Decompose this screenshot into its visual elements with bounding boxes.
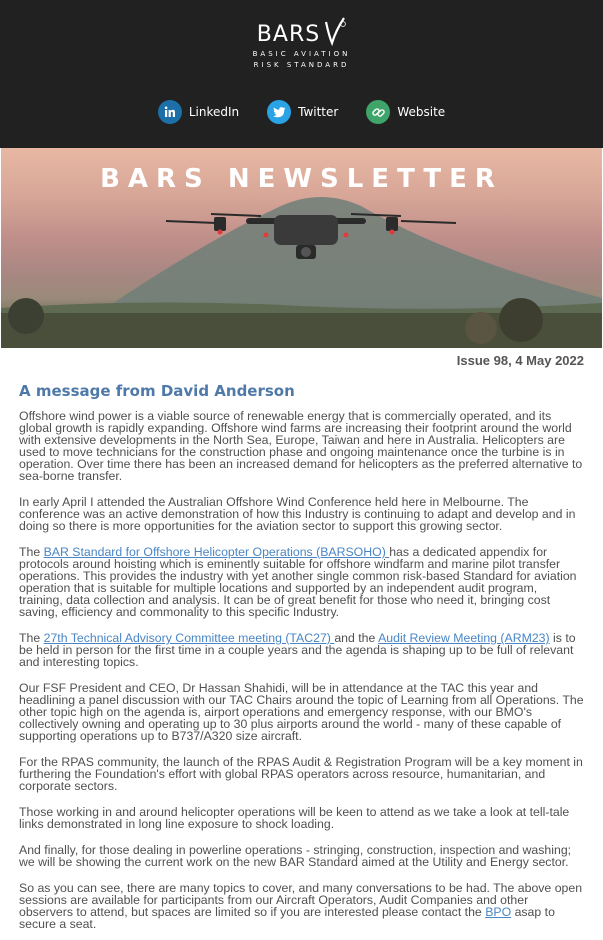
website-label: Website bbox=[397, 105, 446, 119]
paragraph-helicopter: Those working in and around helicopter operations will be keen to attend as we take a look at tell-tale links demonstrated in long line exposure to shock loading. bbox=[19, 805, 570, 831]
paragraph-rpas: For the RPAS community, the launch of the RPAS Audit & Registration Program will be a key moment in furthering the Foundation's effort with global RPAS operators across resource, humanitarian, and corporate sectors. bbox=[19, 755, 583, 793]
text-segment: and the bbox=[334, 631, 379, 645]
issue-date: Issue 98, 4 May 2022 bbox=[456, 353, 584, 368]
twitter-icon bbox=[267, 100, 291, 124]
paragraph-powerline: And finally, for those dealing in powerline operations - stringing, construction, inspection and washing; we will be showing the current work on the new BAR Standard aimed at the Utility and Energy sector. bbox=[19, 843, 572, 869]
twitter-label: Twitter bbox=[298, 105, 339, 119]
text-segment: The bbox=[19, 545, 44, 559]
paragraph-tac bbox=[19, 632, 584, 668]
paragraph-offshore-wind: Offshore wind power is a viable source of renewable energy that is commercially operated, and its global growth is rapidly expanding. Offshore wind farms are increasing their footprint around the world with extensive developments in the North Sea, Europe, Taiwan and here in Australia. Helicopters are used to move technicians for the construction phase and ongoing maintenance once the turbine is in operation. Over time there has been an increased demand for helicopters as the preferred alternative to sea-borne transfer. bbox=[19, 409, 583, 483]
bars-logo[interactable] bbox=[0, 22, 603, 70]
hero-banner bbox=[1, 148, 602, 348]
link-icon bbox=[366, 100, 390, 124]
logo-subtitle-1: BASIC AVIATION bbox=[252, 50, 351, 58]
linkedin-icon bbox=[158, 100, 182, 124]
paragraph-conference: In early April I attended the Australian Offshore Wind Conference held here in Melbourne. The conference was an active demonstration of how this Industry is continuing to adapt and develop and in doing so there is more opportunities for the aviation sector to support this growing sector. bbox=[19, 495, 576, 533]
bpo-link[interactable]: BPO bbox=[485, 905, 512, 919]
text-segment: The bbox=[19, 631, 44, 645]
social-links bbox=[0, 100, 603, 124]
paragraph-closing bbox=[19, 882, 584, 930]
newsletter-title: BARS NEWSLETTER bbox=[100, 164, 503, 194]
tac27-link[interactable]: 27th Technical Advisory Committee meeting (TAC27) bbox=[43, 631, 335, 645]
text-segment: is to be held in person for the first time in a couple years and the agenda is shaping up to be full of relevant and interesting topics. bbox=[19, 631, 576, 669]
text-segment: So as you can see, there are many topics to cover, and many conversations to be had. The above open sessions are available for participants from our Aircraft Operators, Audit Companies and other observers to attend, but spaces are limited so if you are interested please contact the bbox=[19, 881, 583, 919]
text-segment: asap to secure a seat. bbox=[19, 905, 555, 931]
logo-text: BARS bbox=[256, 22, 321, 47]
logo-subtitle-2: RISK STANDARD bbox=[253, 61, 350, 69]
checkmark-logo-icon bbox=[324, 16, 346, 46]
text-segment: has a dedicated appendix for protocols around hoisting which is eminently suitable for offshore windfarm and marine pilot transfer operations. This provides the industry with yet another single common risk-based Standard for aviation operation that is suitable for multiple locations and supported by an independent audit program, training, data collection and analysis. It can be of great benefit for those who need it, bringing cost saving, efficiency and commonality to this specific Industry. bbox=[19, 545, 577, 619]
newsletter-header bbox=[0, 0, 603, 148]
website-link[interactable] bbox=[366, 100, 445, 124]
barsoho-link[interactable]: BAR Standard for Offshore Helicopter Operations (BARSOHO) bbox=[43, 545, 390, 559]
message-heading: A message from David Anderson bbox=[19, 382, 295, 400]
twitter-link[interactable] bbox=[267, 100, 338, 124]
paragraph-barsoho bbox=[19, 546, 584, 618]
paragraph-fsf: Our FSF President and CEO, Dr Hassan Shahidi, will be in attendance at the TAC this year and headlining a panel discussion with our TAC Chairs around the topic of Learning from all Operations. The other topic high on the agenda is, airport operations and emergency response, with our BMO's collectively owning and operating up to 30 plus airports around the world - many of these capable of supporting operations up to B737/A320 size aircraft. bbox=[19, 681, 584, 743]
arm23-link[interactable]: Audit Review Meeting (ARM23) bbox=[378, 631, 550, 645]
linkedin-label: LinkedIn bbox=[188, 105, 240, 119]
linkedin-link[interactable] bbox=[158, 100, 239, 124]
newsletter-content bbox=[0, 355, 603, 930]
